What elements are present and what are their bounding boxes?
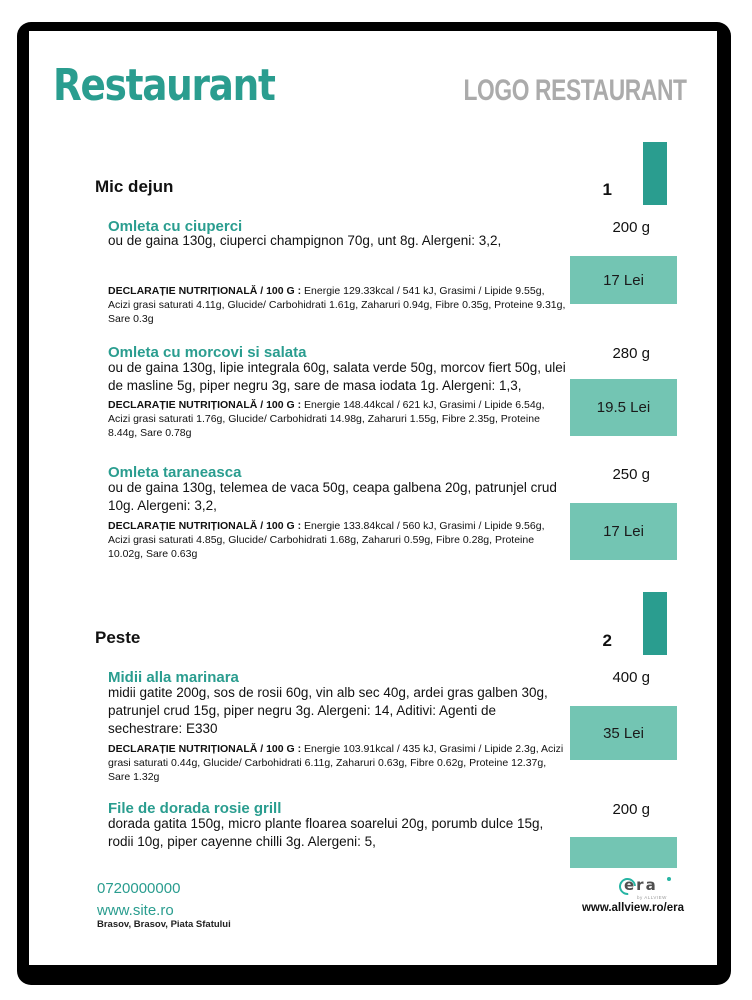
section-number: 1 [602, 180, 612, 199]
menu-item-nutrition [108, 398, 566, 440]
nutrition-values: Energie 103.91kcal / 435 kJ, Grasimi / Lipide 2.3g, Acizi grasi saturati 0.44g, Glucide/ Carbohidrati 6.11g, Zaharuri 0.63g, Fibre 0.62g, Proteine 12.37g, Sare 1.32g [108, 743, 564, 783]
price-box [570, 837, 677, 868]
menu-item-description: dorada gatita 150g, micro plante floarea soarelui 20g, porumb dulce 15g, rodii 10g, piper cayenne chilli 3g. Alergeni: 5, [108, 816, 544, 849]
price-value: 19.5 Lei [596, 399, 651, 416]
footer-phone-link[interactable]: 0720000000 [97, 880, 181, 897]
nutrition-label: DECLARAȚIE NUTRIȚIONALĂ / 100 G : [108, 520, 302, 532]
price-value: 17 Lei [603, 523, 644, 540]
era-dot-icon [667, 877, 671, 881]
section-title-peste: Peste [95, 628, 141, 647]
menu-item-weight: 250 g [612, 466, 650, 483]
era-logo [619, 876, 679, 902]
era-byline: by ALLVIEW [637, 895, 667, 900]
device-frame [17, 22, 731, 985]
menu-item-description: ou de gaina 130g, lipie integrala 60g, salata verde 50g, morcov fiert 50g, ulei de masline 5g, piper negru 3g, sare de masa iodata 1g. Alergeni: 1,3, [108, 360, 566, 393]
section-accent-bar [643, 142, 667, 205]
menu-page [29, 31, 717, 965]
price-box [570, 706, 677, 760]
menu-item-nutrition [108, 519, 566, 561]
footer-address: Brasov, Brasov, Piata Sfatului [97, 919, 231, 930]
menu-item-description: midii gatite 200g, sos de rosii 60g, vin alb sec 40g, ardei gras galben 30g, patrunjel crud 15g, piper negru 3g. Alergeni: 14, Aditivi: Agenti de sechestrare: E330 [108, 685, 548, 736]
price-box [570, 256, 677, 304]
era-website-url: www.allview.ro/era [581, 902, 684, 914]
menu-item-name: Omleta cu morcovi si salata [108, 344, 307, 361]
nutrition-label: DECLARAȚIE NUTRIȚIONALĂ / 100 G : [108, 285, 302, 297]
menu-item-description: ou de gaina 130g, ciuperci champignon 70g, unt 8g. Alergeni: 3,2, [108, 233, 502, 248]
nutrition-label: DECLARAȚIE NUTRIȚIONALĂ / 100 G : [108, 399, 302, 411]
menu-item-name: Omleta cu ciuperci [108, 218, 243, 235]
price-box [570, 503, 677, 560]
restaurant-brand-title: Restaurant [53, 60, 275, 111]
menu-item-weight: 200 g [612, 219, 650, 236]
menu-item-name: File de dorada rosie grill [108, 800, 282, 817]
price-value: 35 Lei [603, 724, 644, 742]
section-number: 2 [602, 631, 612, 650]
section-title-mic-dejun: Mic dejun [95, 177, 174, 196]
restaurant-logo-placeholder: LOGO RESTAURANT [463, 74, 687, 107]
menu-item-description: ou de gaina 130g, telemea de vaca 50g, ceapa galbena 20g, patrunjel crud 10g. Alergeni: 3,2, [108, 480, 557, 513]
menu-item-name: Omleta taraneasca [108, 464, 242, 481]
menu-item-weight: 400 g [612, 669, 650, 686]
era-brand-text: era [624, 876, 658, 894]
menu-item-weight: 280 g [612, 345, 650, 362]
section-accent-bar [643, 592, 667, 655]
price-value: 17 Lei [603, 271, 644, 289]
footer-website-link[interactable]: www.site.ro [97, 902, 174, 919]
nutrition-values: Energie 129.33kcal / 541 kJ, Grasimi / Lipide 9.55g, Acizi grasi saturati 4.11g, Glucide/ Carbohidrati 1.61g, Zaharuri 0.94g, Fibre 0.35g, Proteine 9.31g, Sare 0.3g [108, 285, 566, 325]
nutrition-label: DECLARAȚIE NUTRIȚIONALĂ / 100 G : [108, 743, 302, 755]
price-box [570, 379, 677, 436]
menu-item-nutrition [108, 742, 566, 784]
menu-item-nutrition [108, 284, 566, 326]
nutrition-values: Energie 148.44kcal / 621 kJ, Grasimi / Lipide 6.54g, Acizi grasi saturati 1.76g, Glucide/ Carbohidrati 14.98g, Zaharuri 1.55g, Fibre 2.35g, Proteine 8.44g, Sare 0.78g [108, 399, 545, 439]
menu-item-weight: 200 g [612, 801, 650, 818]
menu-item-name: Midii alla marinara [108, 669, 239, 686]
nutrition-values: Energie 133.84kcal / 560 kJ, Grasimi / Lipide 9.56g, Acizi grasi saturati 4.85g, Glucide/ Carbohidrati 1.68g, Zaharuri 0.59g, Fibre 0.28g, Proteine 10.02g, Sare 0.63g [108, 520, 545, 560]
